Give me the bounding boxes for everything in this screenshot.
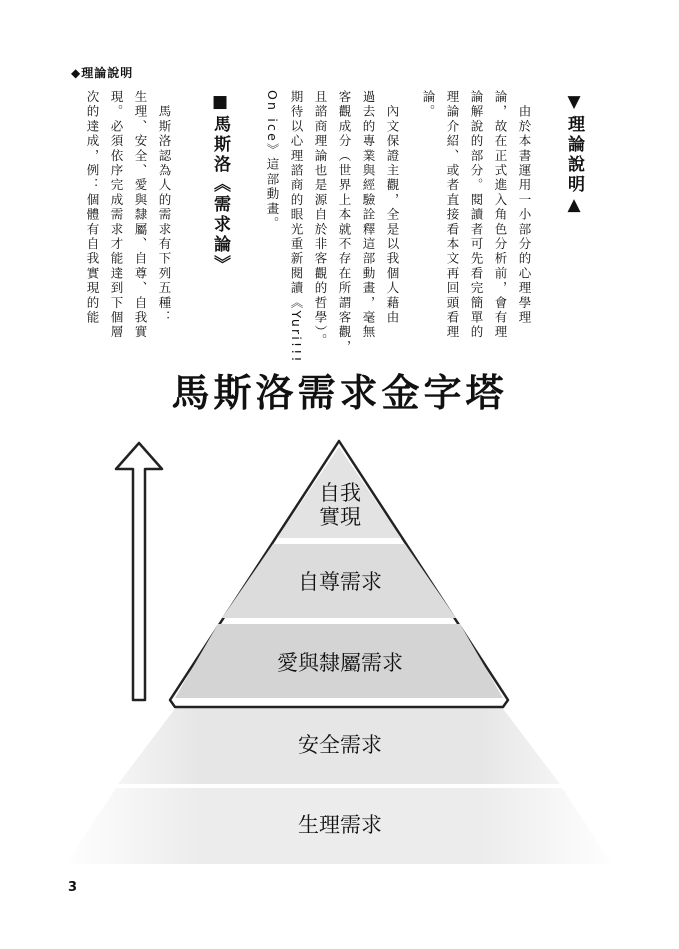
tier-label-self-actualization-1: 自我 xyxy=(319,481,361,505)
left-col-1: 馬斯洛認為人的需求有下列五種： xyxy=(157,90,172,326)
right-col-1: 由於本書運用一小部分的心理學理 xyxy=(517,90,532,326)
right-col-12: On ice》這部動畫。 xyxy=(265,90,280,232)
tier-label-esteem: 自尊需求 xyxy=(298,570,382,594)
tier-label-physiological: 生理需求 xyxy=(298,813,382,837)
left-col-4: 次的達成，例：個體有自我實現的能 xyxy=(85,90,100,326)
right-col-9: 客觀成分（世界上本就不存在所謂客觀， xyxy=(337,90,352,355)
right-col-7: 內文保證主觀，全是以我個人藉由 xyxy=(385,90,400,326)
pyramid-title: 馬斯洛需求金字塔 xyxy=(171,370,508,415)
right-col-5: 論。 xyxy=(421,90,436,120)
tier-label-love-belonging: 愛與隸屬需求 xyxy=(277,651,403,675)
right-heading: ▼理論說明▲ xyxy=(564,92,584,218)
right-col-10: 且諮商理論也是源自於非客觀的哲學）。 xyxy=(313,90,328,349)
left-col-2: 生理、安全、愛與隸屬、自尊、自我實 xyxy=(133,90,148,340)
left-col-3: 現。必須依序完成需求才能達到下個層 xyxy=(109,90,124,340)
right-col-8: 過去的專業與經驗詮釋這部動畫，毫無 xyxy=(361,90,376,340)
left-heading: ■馬斯洛《需求論》 xyxy=(210,92,230,275)
tier-label-safety: 安全需求 xyxy=(298,733,382,757)
right-col-2: 論，故在正式進入角色分析前，會有理 xyxy=(493,90,508,340)
section-label: ◆理論說明 xyxy=(71,66,134,80)
page-number: 3 xyxy=(68,880,78,895)
tier-label-self-actualization-2: 實現 xyxy=(319,505,361,529)
up-arrow-icon xyxy=(116,443,162,700)
right-col-4: 理論介紹、或者直接看本文再回頭看理 xyxy=(445,90,460,340)
right-col-3: 論解說的部分。閱讀者可先看完簡單的 xyxy=(469,90,484,340)
right-col-11: 期待以心理諮商的眼光重新閱讀《Yuri!!! xyxy=(289,90,304,364)
